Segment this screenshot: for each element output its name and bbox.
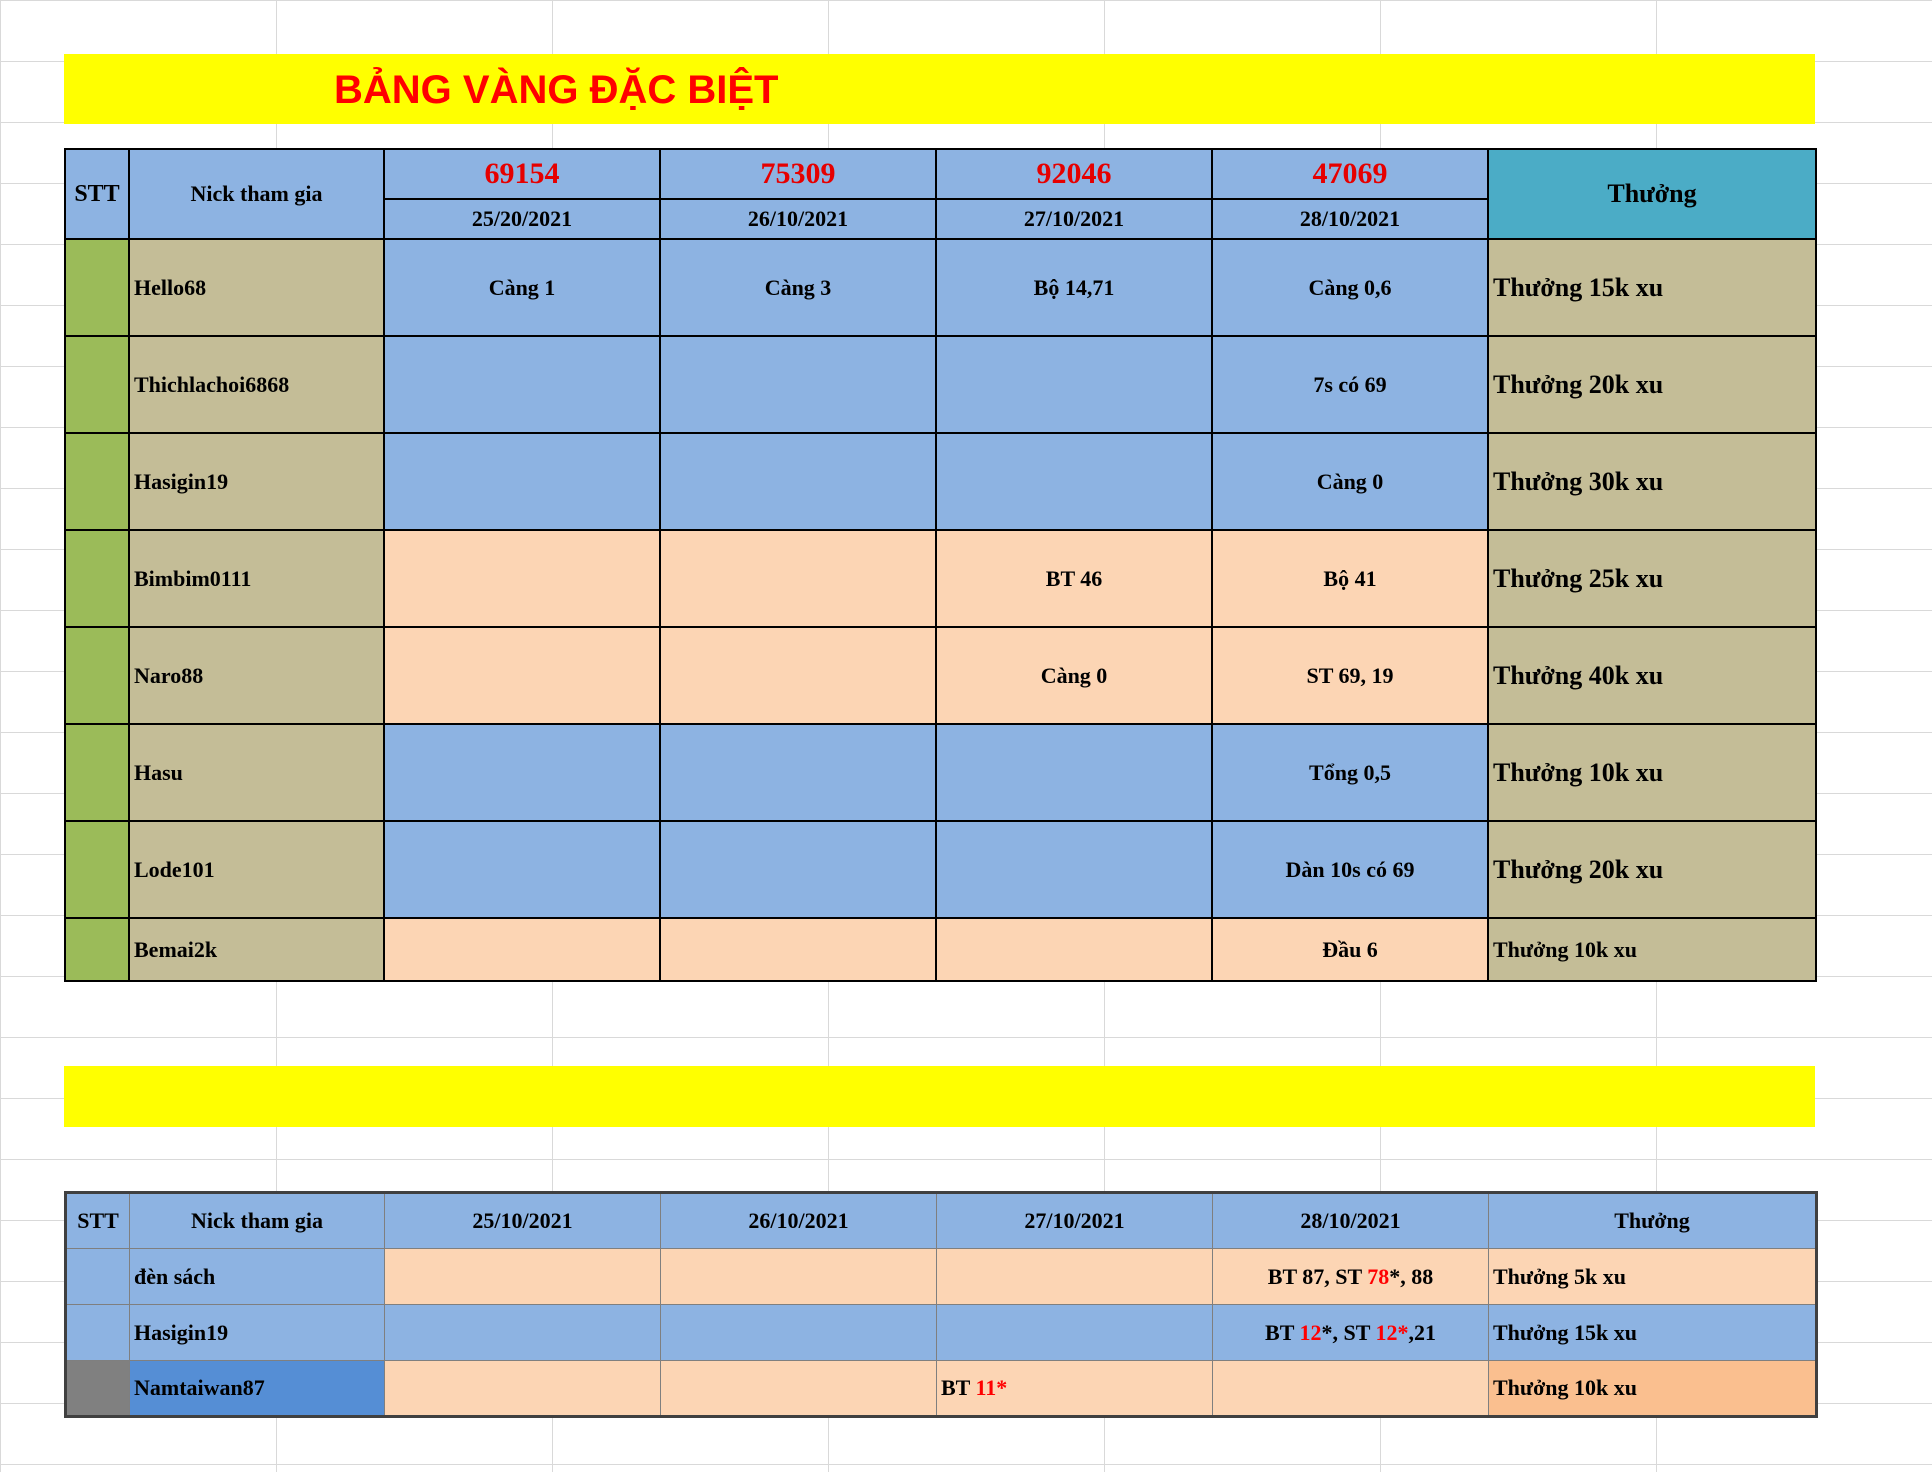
nick-cell: Naro88 — [129, 627, 384, 724]
header-number-2: 75309 — [660, 149, 936, 199]
result-cell — [936, 821, 1212, 918]
table-row — [65, 336, 1816, 433]
result-cell: Đầu 6 — [1212, 918, 1488, 981]
result-cell: Càng 1 — [384, 239, 660, 336]
nick-cell: Thichlachoi6868 — [129, 336, 384, 433]
stt-cell — [66, 1249, 130, 1305]
result-cell: Dàn 10s có 69 — [1212, 821, 1488, 918]
header-date-4: 28/10/2021 — [1213, 1193, 1489, 1249]
reward-cell: Thưởng 30k xu — [1488, 433, 1816, 530]
nick-cell: Hasu — [129, 724, 384, 821]
reward-cell: Thưởng 20k xu — [1488, 821, 1816, 918]
result-cell — [937, 1305, 1213, 1361]
result-cell: Càng 0,6 — [1212, 239, 1488, 336]
reward-cell: Thưởng 5k xu — [1489, 1249, 1817, 1305]
stt-cell — [65, 530, 129, 627]
nick-cell: Namtaiwan87 — [130, 1361, 385, 1417]
result-text: BT — [941, 1375, 976, 1400]
result-cell — [1213, 1249, 1489, 1305]
page-title: BẢNG VÀNG ĐẶC BIỆT — [334, 68, 779, 112]
nick-cell: đèn sách — [130, 1249, 385, 1305]
table-row — [65, 724, 1816, 821]
result-cell — [661, 1305, 937, 1361]
header-date-1: 25/10/2021 — [385, 1193, 661, 1249]
result-cell — [384, 433, 660, 530]
result-cell — [660, 433, 936, 530]
highlight-text: 11* — [975, 1375, 1008, 1400]
result-cell — [661, 1361, 937, 1417]
result-cell — [660, 821, 936, 918]
result-cell: Càng 0 — [936, 627, 1212, 724]
nick-cell: Hasigin19 — [130, 1305, 385, 1361]
reward-cell: Thưởng 40k xu — [1488, 627, 1816, 724]
result-cell — [384, 530, 660, 627]
result-cell — [384, 724, 660, 821]
reward-cell: Thưởng 10k xu — [1488, 724, 1816, 821]
stt-cell — [65, 433, 129, 530]
nick-cell: Bimbim0111 — [129, 530, 384, 627]
table-row — [66, 1249, 1817, 1305]
result-cell — [1213, 1305, 1489, 1361]
table-row — [66, 1305, 1817, 1361]
header-date-2: 26/10/2021 — [661, 1193, 937, 1249]
stt-cell — [65, 918, 129, 981]
header-nick: Nick tham gia — [129, 149, 384, 239]
reward-cell: Thưởng 15k xu — [1489, 1305, 1817, 1361]
result-cell — [936, 336, 1212, 433]
result-cell: 7s có 69 — [1212, 336, 1488, 433]
result-cell: Bộ 41 — [1212, 530, 1488, 627]
stt-cell — [65, 821, 129, 918]
result-cell — [384, 336, 660, 433]
title-banner — [64, 54, 1815, 124]
stt-cell — [65, 627, 129, 724]
header-number-4: 47069 — [1212, 149, 1488, 199]
highlight-text: 78 — [1367, 1263, 1390, 1289]
result-cell: Càng 0 — [1212, 433, 1488, 530]
highlight-text: 12* — [1375, 1319, 1409, 1345]
stt-cell — [65, 724, 129, 821]
table-row — [65, 530, 1816, 627]
table-row — [65, 918, 1816, 981]
result-cell — [385, 1305, 661, 1361]
result-text: *, 88 — [1389, 1263, 1434, 1289]
result-cell — [384, 627, 660, 724]
result-text: *, ST — [1321, 1319, 1376, 1345]
result-cell — [936, 918, 1212, 981]
result-cell: Bộ 14,71 — [936, 239, 1212, 336]
result-cell — [384, 821, 660, 918]
result-cell — [660, 336, 936, 433]
reward-cell: Thưởng 25k xu — [1488, 530, 1816, 627]
second-banner — [64, 1066, 1815, 1127]
result-cell: BT 46 — [936, 530, 1212, 627]
result-cell — [936, 433, 1212, 530]
stt-cell — [65, 336, 129, 433]
result-cell — [385, 1361, 661, 1417]
table-row — [65, 433, 1816, 530]
header-thuong: Thưởng — [1488, 149, 1816, 239]
stt-cell — [65, 239, 129, 336]
result-cell — [936, 724, 1212, 821]
table-row — [66, 1361, 1817, 1417]
result-cell — [1213, 1361, 1489, 1417]
header-number-1: 69154 — [384, 149, 660, 199]
header-date-4: 28/10/2021 — [1212, 199, 1488, 239]
result-cell: Tổng 0,5 — [1212, 724, 1488, 821]
result-cell — [661, 1249, 937, 1305]
nick-cell: Bemai2k — [129, 918, 384, 981]
header-number-3: 92046 — [936, 149, 1212, 199]
header-date-3: 27/10/2021 — [936, 199, 1212, 239]
nick-cell: Hasigin19 — [129, 433, 384, 530]
result-cell — [660, 918, 936, 981]
header-date-3: 27/10/2021 — [937, 1193, 1213, 1249]
highlight-text: 12 — [1299, 1319, 1322, 1345]
winners-table — [64, 148, 1817, 982]
result-cell — [937, 1249, 1213, 1305]
result-text: BT 87, ST — [1267, 1263, 1368, 1289]
result-cell — [660, 530, 936, 627]
header-thuong: Thưởng — [1489, 1193, 1817, 1249]
result-cell: Càng 3 — [660, 239, 936, 336]
header-stt: STT — [65, 149, 129, 239]
result-cell: ST 69, 19 — [1212, 627, 1488, 724]
reward-cell: Thưởng 10k xu — [1489, 1361, 1817, 1417]
header-date-2: 26/10/2021 — [660, 199, 936, 239]
result-cell — [660, 724, 936, 821]
table-row — [65, 239, 1816, 336]
table-row — [65, 821, 1816, 918]
nick-cell: Hello68 — [129, 239, 384, 336]
result-cell — [937, 1361, 1213, 1417]
reward-cell: Thưởng 10k xu — [1488, 918, 1816, 981]
stt-cell — [66, 1305, 130, 1361]
header-stt: STT — [66, 1193, 130, 1249]
result-cell — [385, 1249, 661, 1305]
reward-cell: Thưởng 15k xu — [1488, 239, 1816, 336]
result-text: ,21 — [1408, 1319, 1436, 1345]
stt-cell — [66, 1361, 130, 1417]
second-table — [64, 1191, 1818, 1418]
header-date-1: 25/20/2021 — [384, 199, 660, 239]
header-nick: Nick tham gia — [130, 1193, 385, 1249]
table-row — [65, 627, 1816, 724]
result-cell — [384, 918, 660, 981]
reward-cell: Thưởng 20k xu — [1488, 336, 1816, 433]
result-cell — [660, 627, 936, 724]
nick-cell: Lode101 — [129, 821, 384, 918]
result-text: BT — [1265, 1319, 1300, 1345]
